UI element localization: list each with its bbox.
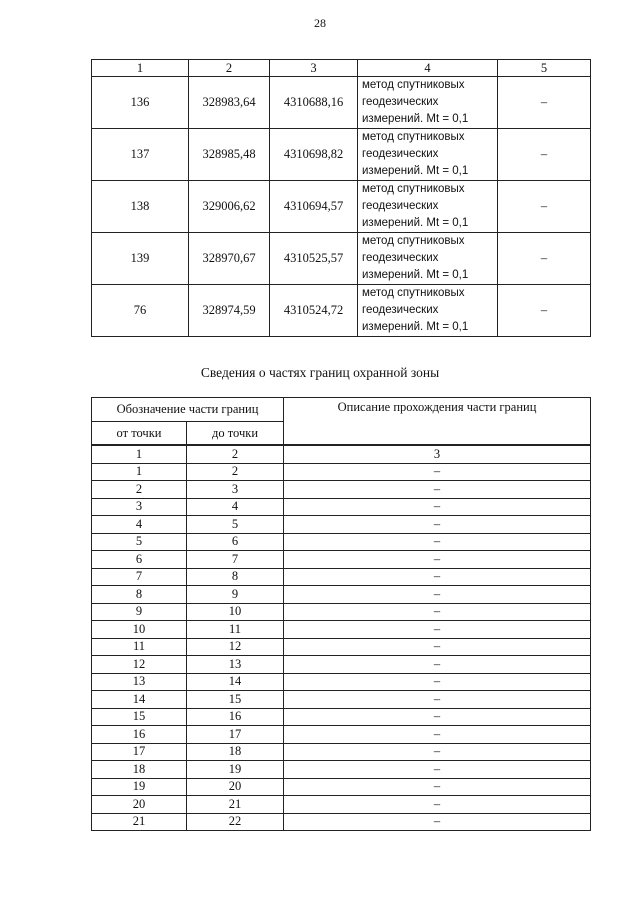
coordinates-table [91, 59, 591, 337]
description-cell: – [284, 568, 591, 586]
description-header: Описание прохождения части границ [284, 398, 591, 446]
method-line: измерений. Mt = 0,1 [362, 165, 469, 177]
point-number-cell: 137 [92, 129, 189, 181]
description-cell: – [284, 516, 591, 534]
column-number: 2 [187, 445, 284, 463]
method-line: метод спутниковых [362, 235, 465, 247]
from-point-cell: 14 [92, 691, 187, 709]
description-cell: – [284, 603, 591, 621]
method-line: измерений. Mt = 0,1 [362, 113, 469, 125]
y-coordinate-cell: 4310688,16 [270, 77, 358, 129]
description-cell: – [284, 691, 591, 709]
description-cell: – [284, 813, 591, 831]
to-point-cell: 11 [187, 621, 284, 639]
to-point-cell: 2 [187, 463, 284, 481]
method-line: метод спутниковых [362, 79, 465, 91]
boundary-part-row [92, 533, 591, 551]
to-point-cell: 5 [187, 516, 284, 534]
to-point-cell: 20 [187, 778, 284, 796]
to-point-cell: 13 [187, 656, 284, 674]
to-point-cell: 21 [187, 796, 284, 814]
method-line: метод спутниковых [362, 131, 465, 143]
description-cell: – [284, 708, 591, 726]
boundary-part-row [92, 691, 591, 709]
method-line: метод спутниковых [362, 287, 465, 299]
description-cell: – [284, 778, 591, 796]
description-cell: – [284, 761, 591, 779]
to-point-cell: 7 [187, 551, 284, 569]
x-coordinate-cell: 328985,48 [189, 129, 270, 181]
description-cell: – [284, 656, 591, 674]
method-line: геодезических [362, 252, 439, 264]
from-point-cell: 15 [92, 708, 187, 726]
boundary-part-row [92, 463, 591, 481]
boundary-part-row [92, 743, 591, 761]
boundary-part-row [92, 778, 591, 796]
description-cell: – [284, 586, 591, 604]
from-point-cell: 19 [92, 778, 187, 796]
to-point-cell: 22 [187, 813, 284, 831]
group-header: Обозначение части границ [92, 398, 284, 422]
to-point-cell: 15 [187, 691, 284, 709]
coordinates-row [92, 233, 591, 285]
description-cell: – [284, 533, 591, 551]
from-point-cell: 4 [92, 516, 187, 534]
from-point-cell: 1 [92, 463, 187, 481]
description-cell: – [284, 638, 591, 656]
method-line: метод спутниковых [362, 183, 465, 195]
boundary-part-row [92, 656, 591, 674]
from-point-cell: 2 [92, 481, 187, 499]
from-point-cell: 17 [92, 743, 187, 761]
parts-caption: Сведения о частях границ охранной зоны [200, 365, 440, 380]
column-number: 3 [284, 445, 591, 463]
description-cell: – [284, 796, 591, 814]
coordinates-row [92, 129, 591, 181]
boundary-parts-table [91, 397, 591, 831]
from-point-cell: 5 [92, 533, 187, 551]
method-cell [358, 181, 498, 233]
column-number: 1 [92, 445, 187, 463]
to-point-cell: 18 [187, 743, 284, 761]
to-point-cell: 17 [187, 726, 284, 744]
column-5-cell: – [498, 181, 591, 233]
from-point-cell: 7 [92, 568, 187, 586]
header-cell: 1 [92, 60, 189, 77]
y-coordinate-cell: 4310694,57 [270, 181, 358, 233]
boundary-part-row [92, 621, 591, 639]
method-line: измерений. Mt = 0,1 [362, 269, 469, 281]
x-coordinate-cell: 328974,59 [189, 285, 270, 337]
method-line: измерений. Mt = 0,1 [362, 217, 469, 229]
boundary-part-row [92, 516, 591, 534]
coordinates-row [92, 181, 591, 233]
x-coordinate-cell: 328970,67 [189, 233, 270, 285]
from-point-cell: 16 [92, 726, 187, 744]
description-cell: – [284, 498, 591, 516]
from-point-cell: 20 [92, 796, 187, 814]
point-number-cell: 138 [92, 181, 189, 233]
header-cell: 4 [358, 60, 498, 77]
boundary-part-row [92, 498, 591, 516]
description-cell: – [284, 481, 591, 499]
to-point-cell: 4 [187, 498, 284, 516]
boundary-part-row [92, 603, 591, 621]
method-line: геодезических [362, 148, 439, 160]
description-cell: – [284, 673, 591, 691]
from-point-cell: 11 [92, 638, 187, 656]
method-line: измерений. Mt = 0,1 [362, 321, 469, 333]
x-coordinate-cell: 328983,64 [189, 77, 270, 129]
to-point-cell: 12 [187, 638, 284, 656]
column-5-cell: – [498, 233, 591, 285]
method-line: геодезических [362, 200, 439, 212]
from-point-cell: 9 [92, 603, 187, 621]
description-cell: – [284, 726, 591, 744]
column-5-cell: – [498, 77, 591, 129]
boundary-part-row [92, 708, 591, 726]
boundary-part-row [92, 796, 591, 814]
point-number-cell: 136 [92, 77, 189, 129]
from-point-cell: 18 [92, 761, 187, 779]
description-cell: – [284, 463, 591, 481]
column-number-row [92, 445, 591, 463]
boundary-part-row [92, 726, 591, 744]
boundary-part-row [92, 673, 591, 691]
column-5-cell: – [498, 285, 591, 337]
parts-header-row [92, 398, 591, 422]
method-cell [358, 233, 498, 285]
from-point-cell: 13 [92, 673, 187, 691]
header-cell: 3 [270, 60, 358, 77]
to-point-cell: 9 [187, 586, 284, 604]
method-cell [358, 285, 498, 337]
from-point-header: от точки [92, 422, 187, 446]
method-line: геодезических [362, 304, 439, 316]
x-coordinate-cell: 329006,62 [189, 181, 270, 233]
column-5-cell: – [498, 129, 591, 181]
y-coordinate-cell: 4310524,72 [270, 285, 358, 337]
y-coordinate-cell: 4310698,82 [270, 129, 358, 181]
to-point-header: до точки [187, 422, 284, 446]
point-number-cell: 139 [92, 233, 189, 285]
from-point-cell: 8 [92, 586, 187, 604]
description-cell: – [284, 743, 591, 761]
y-coordinate-cell: 4310525,57 [270, 233, 358, 285]
from-point-cell: 3 [92, 498, 187, 516]
page-number: 28 [314, 16, 326, 30]
from-point-cell: 21 [92, 813, 187, 831]
to-point-cell: 19 [187, 761, 284, 779]
coordinates-header-row [92, 60, 591, 77]
boundary-part-row [92, 586, 591, 604]
boundary-part-row [92, 813, 591, 831]
from-point-cell: 6 [92, 551, 187, 569]
header-cell: 2 [189, 60, 270, 77]
to-point-cell: 16 [187, 708, 284, 726]
description-cell: – [284, 551, 591, 569]
boundary-part-row [92, 551, 591, 569]
method-cell [358, 129, 498, 181]
to-point-cell: 6 [187, 533, 284, 551]
to-point-cell: 10 [187, 603, 284, 621]
coordinates-row [92, 77, 591, 129]
boundary-part-row [92, 761, 591, 779]
to-point-cell: 3 [187, 481, 284, 499]
point-number-cell: 76 [92, 285, 189, 337]
from-point-cell: 12 [92, 656, 187, 674]
boundary-part-row [92, 481, 591, 499]
method-line: геодезических [362, 96, 439, 108]
coordinates-row [92, 285, 591, 337]
from-point-cell: 10 [92, 621, 187, 639]
to-point-cell: 14 [187, 673, 284, 691]
to-point-cell: 8 [187, 568, 284, 586]
method-cell [358, 77, 498, 129]
header-cell: 5 [498, 60, 591, 77]
boundary-part-row [92, 568, 591, 586]
boundary-part-row [92, 638, 591, 656]
description-cell: – [284, 621, 591, 639]
